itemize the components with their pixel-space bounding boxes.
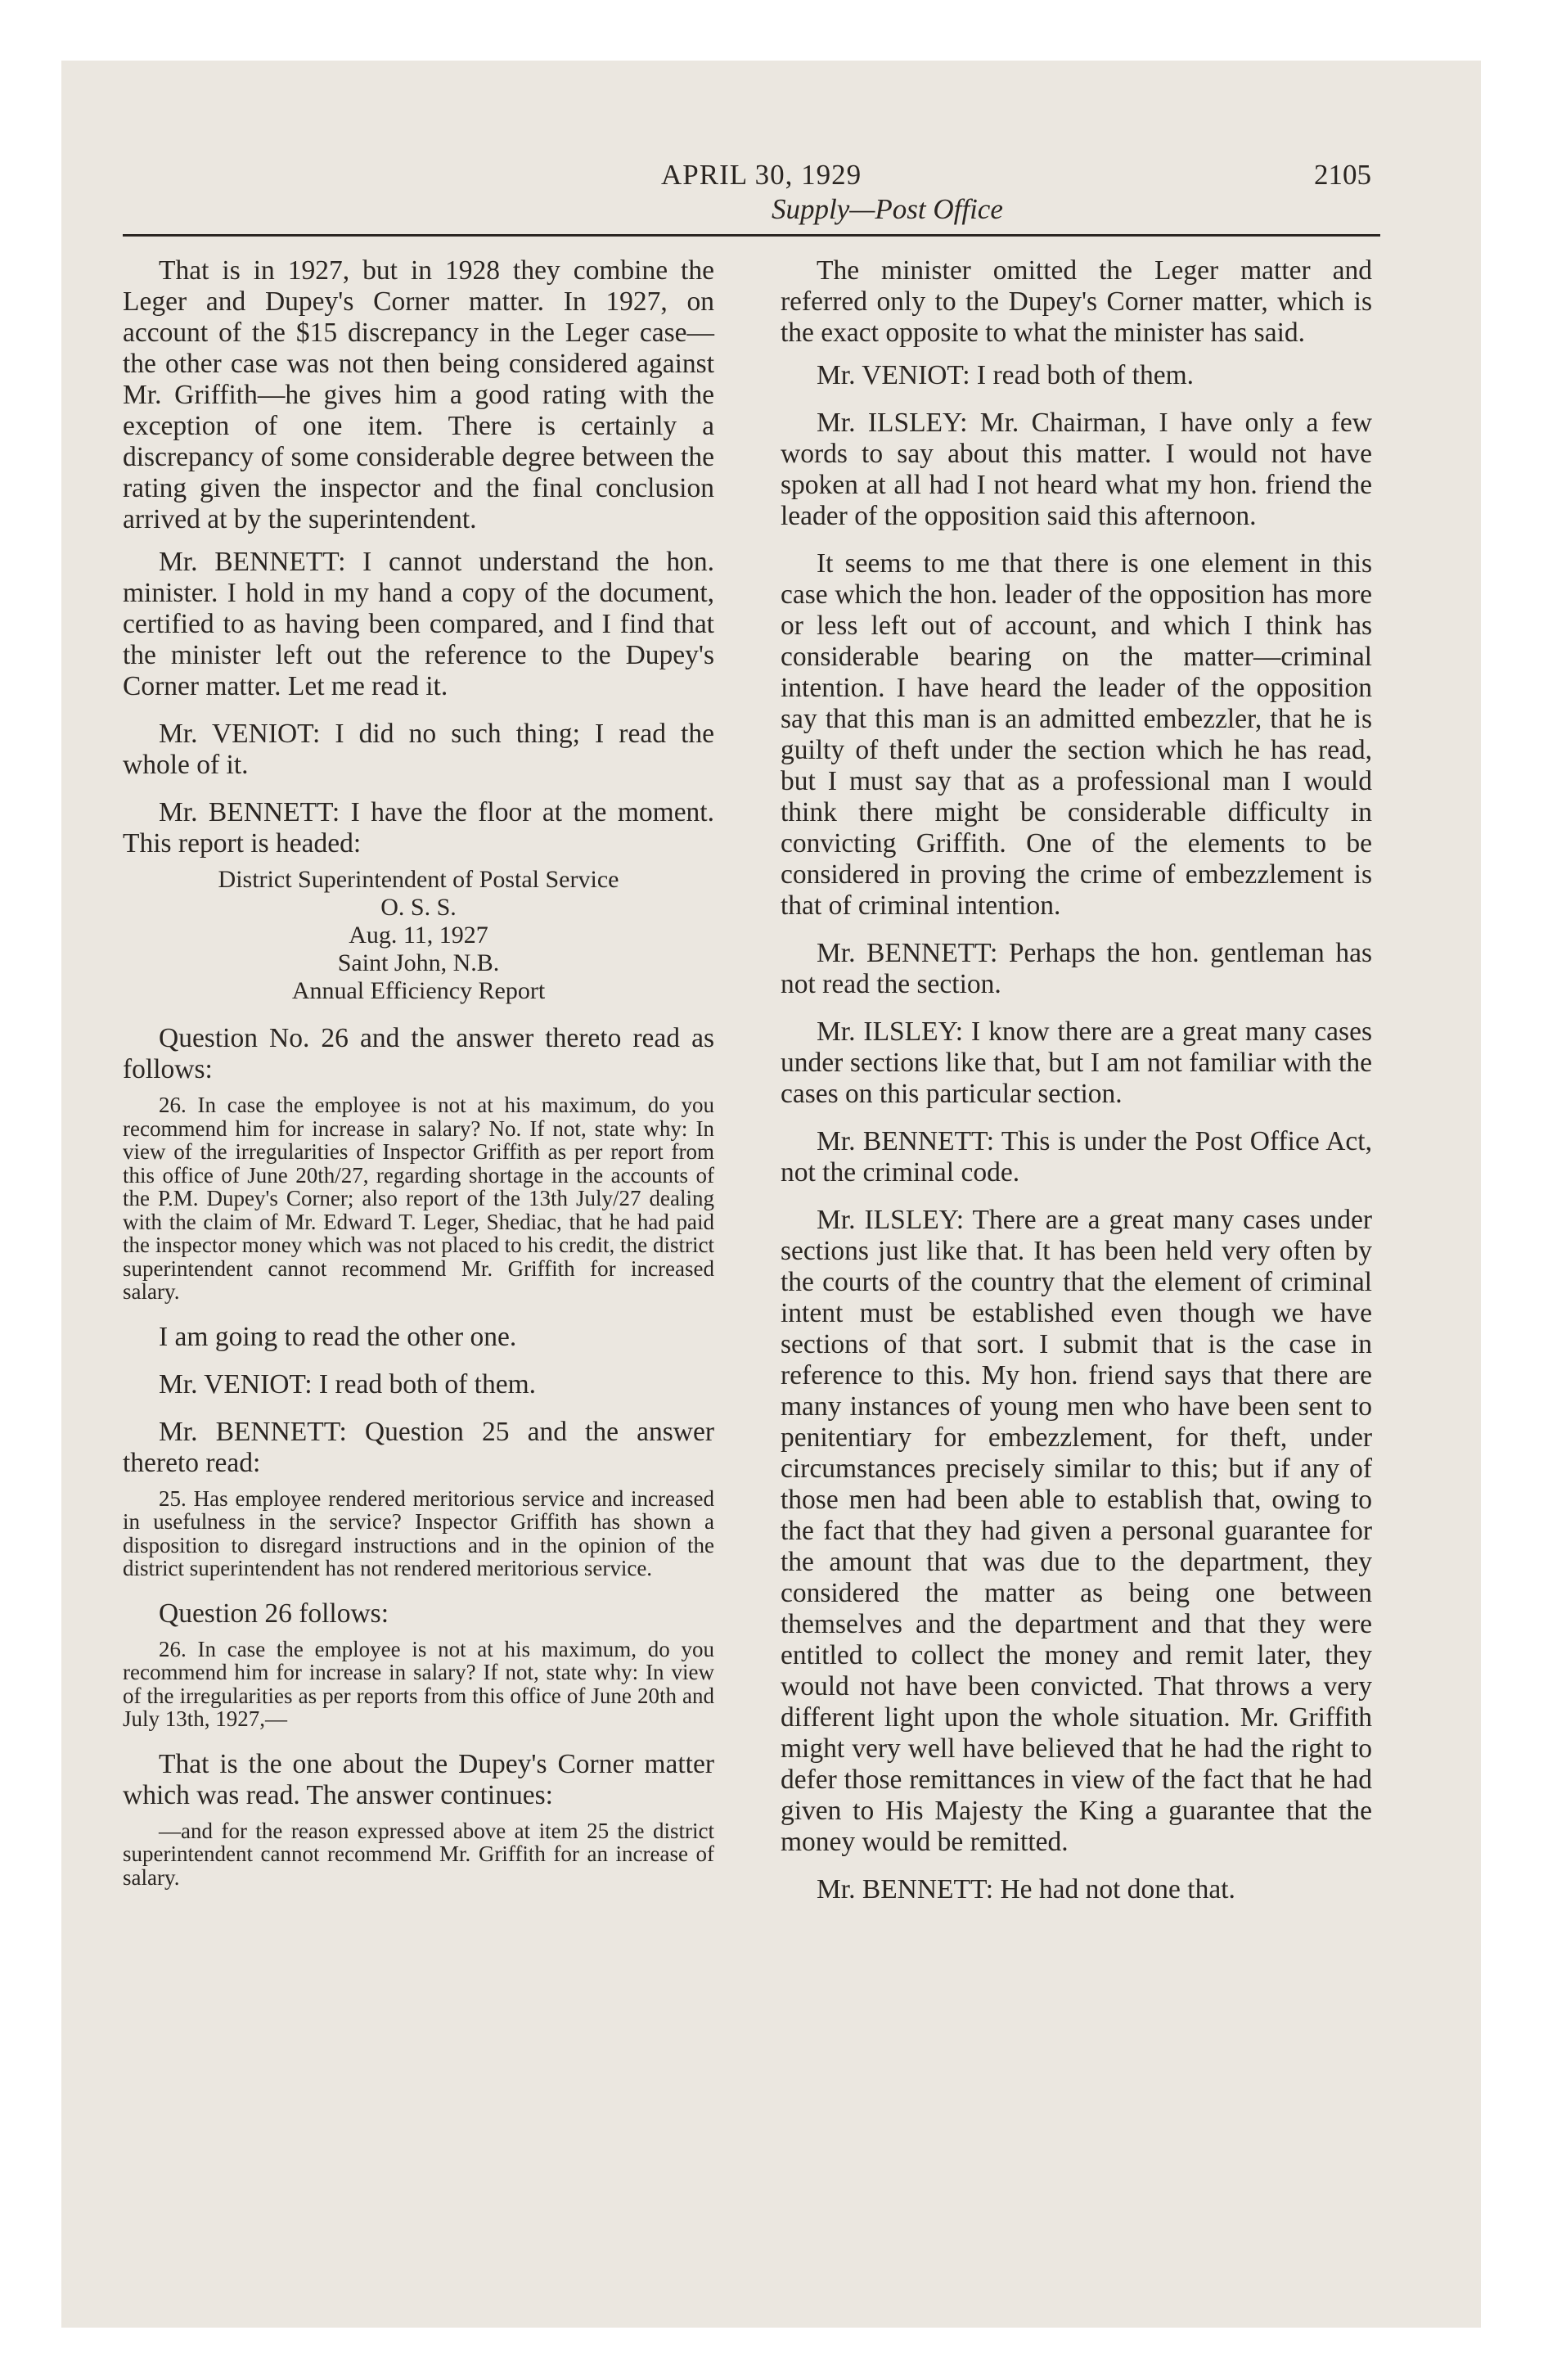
paragraph: Mr. BENNETT: He had not done that. — [817, 1874, 1235, 1904]
report-heading-line: Annual Efficiency Report — [291, 977, 546, 1004]
left-column — [123, 255, 714, 1907]
page-section-title: Supply—Post Office — [772, 193, 1003, 225]
paragraph: Mr. ILSLEY: Mr. Chairman, I have only a few words to say about this matter. I would not have spoken at all had I not heard what my hon. friend the leader of the opposition said this afternoon. — [781, 408, 1372, 531]
quoted-answer: 26. In case the employee is not at his maximum, do you recommend him for increase in salary? No. If not, state why: In view of the irregularities of Inspector Griffith as per report from this office of June 20th/27, regarding shortage in the accounts of the P.M. Dupey's Corner; also report of the 13th July/27 dealing with the claim of Mr. Edward T. Leger, Shediac, that he had paid the inspector money which was not placed to his credit, the district superintendent cannot recommend Mr. Griffith for increased salary. — [123, 1093, 714, 1304]
paragraph: Mr. BENNETT: Perhaps the hon. gentleman has not read the section. — [781, 938, 1372, 999]
paragraph: It seems to me that there is one element in this case which the hon. leader of the opposition has more or less left out of account, and which I think has considerable bearing on the matter—criminal intention. I have heard the leader of the opposition say that this man is an admitted embezzler, that he is guilty of theft under the section which he has read, but I must say that as a professional man I would think there might be considerable difficulty in convicting Griffith. One of the elements to be considered in proving the crime of embezzlement is that of criminal intention. — [781, 548, 1372, 921]
page-date: APRIL 30, 1929 — [661, 159, 862, 191]
paragraph: The minister omitted the Leger matter and referred only to the Dupey's Corner matter, which is the exact opposite to what the minister has said. — [781, 255, 1372, 348]
quoted-answer: 25. Has employee rendered meritorious service and increased in usefulness in the service? Inspector Griffith has shown a disposition to disregard instructions and in the opinion of the district superintendent has not rendered meritorious service. — [123, 1485, 714, 1580]
report-heading-line: Saint John, N.B. — [337, 949, 500, 976]
paragraph: Question No. 26 and the answer thereto read as follows: — [123, 1023, 714, 1084]
paragraph: Mr. ILSLEY: There are a great many cases under sections just like that. It has been held very often by the courts of the country that the element of criminal intent must be established even though we have sections of that sort. I submit that is the case in reference to this. My hon. friend says that there are many instances of young men who have been sent to penitentiary for embezzlement, for theft, under circumstances precisely similar to this; but if any of those men had been able to establish that, owing to the fact that they had given a personal guarantee for the amount that was due to the department, they considered the matter as being one between themselves and the department and that they were entitled to collect the money and remit later, they would not have been convicted. That throws a very different light upon the whole situation. Mr. Griffith might very well have believed that he had the right to defer those remittances in view of the fact that he had given to His Majesty the King a guarantee that the money would be remitted. — [781, 1205, 1372, 1857]
paragraph: Mr. VENIOT: I did no such thing; I read the whole of it. — [123, 719, 714, 780]
header-rule — [123, 234, 1380, 237]
paragraph: Mr. VENIOT: I read both of them. — [159, 1368, 537, 1400]
paragraph: That is in 1927, but in 1928 they combine the Leger and Dupey's Corner matter. In 1927, on account of the $15 discrepancy in the Leger case—the other case was not then being considered against Mr. Griffith—he gives him a good rating with the exception of one item. There is certainly a discrepancy of some considerable degree between the rating given the inspector and the final conclusion arrived at by the superintendent. — [123, 255, 714, 534]
paragraph: Mr. ILSLEY: I know there are a great many cases under sections like that, but I am not familiar with the cases on this particular section. — [781, 1016, 1372, 1109]
document-page — [61, 61, 1481, 2328]
paragraph: Mr. BENNETT: I have the floor at the moment. This report is headed: — [123, 797, 714, 859]
quoted-answer: 26. In case the employee is not at his maximum, do you recommend him for increase in salary? If not, state why: In view of the irregularities as per reports from this office of June 20th and July 13th, 1927,— — [123, 1636, 714, 1731]
paragraph: Mr. BENNETT: Question 25 and the answer thereto read: — [123, 1416, 714, 1478]
paragraph: Mr. BENNETT: This is under the Post Office Act, not the criminal code. — [781, 1126, 1372, 1188]
quoted-answer: —and for the reason expressed above at item 25 the district superintendent cannot recommend Mr. Griffith for an increase of salary. — [123, 1818, 714, 1890]
paragraph: Mr. VENIOT: I read both of them. — [817, 360, 1195, 390]
report-heading-line: District Superintendent of Postal Service — [218, 866, 619, 893]
report-heading — [123, 866, 714, 1005]
right-column — [781, 255, 1372, 1922]
paragraph: Mr. BENNETT: I cannot understand the hon. minister. I hold in my hand a copy of the document, certified to as having been compared, and I find that the minister left out the reference to the Dupey's Corner matter. Let me read it. — [123, 547, 714, 701]
paragraph: I am going to read the other one. — [159, 1321, 517, 1352]
paragraph: Question 26 follows: — [159, 1598, 389, 1629]
page-number: 2105 — [1314, 159, 1371, 191]
report-heading-line: Aug. 11, 1927 — [349, 922, 488, 949]
paragraph: That is the one about the Dupey's Corner matter which was read. The answer continues: — [123, 1748, 714, 1810]
report-heading-line: O. S. S. — [380, 894, 457, 921]
page-header — [61, 61, 1481, 241]
